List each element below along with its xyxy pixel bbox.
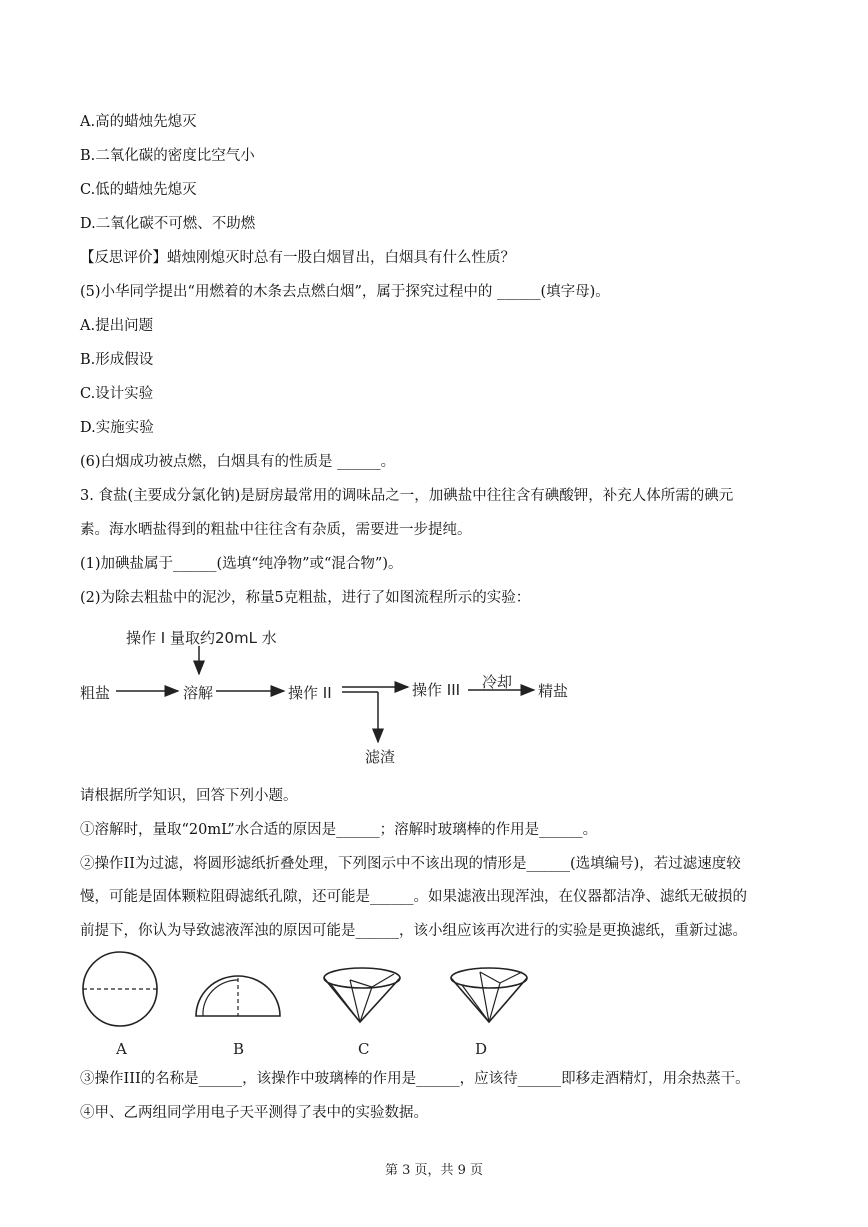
filter-paper-figures bbox=[0, 950, 868, 1030]
instruction-text: 请根据所学知识，回答下列小题。 bbox=[80, 788, 298, 804]
flow-dissolve: 溶解 bbox=[183, 684, 214, 702]
figure-label-a: A bbox=[116, 1040, 127, 1058]
flow-crude-salt: 粗盐 bbox=[80, 684, 111, 702]
subquestion-2-line1: ②操作II为过滤，将圆形滤纸折叠处理，下列图示中不该出现的情形是______(选填编号)，若过滤速度较 bbox=[80, 856, 741, 872]
question-3-intro-line1: 3. 食盐(主要成分氯化钠)是厨房最常用的调味品之一，加碘盐中往往含有碘酸钾，补充人体所需的碘元 bbox=[80, 488, 734, 504]
question-3-2-text: (2)为除去粗盐中的泥沙，称量5克粗盐，进行了如图流程所示的实验： bbox=[80, 590, 531, 606]
flow-cool: 冷却 bbox=[482, 673, 513, 691]
flow-fine-salt: 精盐 bbox=[538, 682, 569, 700]
subquestion-1-text: ①溶解时，量取“20mL”水合适的原因是______；溶解时玻璃棒的作用是______。 bbox=[80, 822, 598, 838]
figure-label-c: C bbox=[358, 1040, 370, 1058]
flow-op2: 操作 II bbox=[288, 684, 332, 702]
flow-op3: 操作 III bbox=[412, 681, 461, 699]
figure-b-semicircle bbox=[196, 976, 280, 1016]
option-c-text: C.低的蜡烛先熄灭 bbox=[80, 182, 197, 198]
question-5-text: (5)小华同学提出“用燃着的木条去点燃白烟”，属于探究过程中的 ______(填字母)。 bbox=[80, 284, 610, 300]
flow-op1-label: 操作 I 量取约20mL 水 bbox=[126, 629, 277, 647]
figure-a-circle bbox=[83, 952, 157, 1026]
q5-option-d: D.实施实验 bbox=[80, 420, 154, 436]
figure-label-d: D bbox=[475, 1040, 488, 1058]
q5-option-c: C.设计实验 bbox=[80, 386, 154, 402]
question-3-1-text: (1)加碘盐属于______(选填“纯净物”或“混合物”)。 bbox=[80, 556, 403, 572]
page-footer: 第 3 页，共 9 页 bbox=[384, 1163, 484, 1178]
question-6-text: (6)白烟成功被点燃，白烟具有的性质是 ______。 bbox=[80, 454, 396, 470]
option-a-text: A.高的蜡烛先熄灭 bbox=[80, 114, 197, 130]
figure-d-cone bbox=[451, 968, 527, 1022]
figure-label-b: B bbox=[233, 1040, 245, 1058]
subquestion-2-line3: 前提下，你认为导致滤液浑浊的原因可能是______，该小组应该再次进行的实验是更换滤纸，重新过滤。 bbox=[80, 923, 747, 939]
subquestion-3-text: ③操作III的名称是______，该操作中玻璃棒的作用是______，应该待______即移走酒精灯，用余热蒸干。 bbox=[80, 1071, 750, 1087]
figure-c-cone bbox=[324, 968, 400, 1022]
subquestion-2-line2: 慢，可能是固体颗粒阻碍滤纸孔隙，还可能是______。如果滤液出现浑浊，在仪器都洁净、滤纸无破损的 bbox=[80, 889, 747, 905]
q5-option-a: A.提出问题 bbox=[80, 318, 154, 334]
option-b-text: B.二氧化碳的密度比空气小 bbox=[80, 148, 255, 164]
option-d-text: D.二氧化碳不可燃、不助燃 bbox=[80, 216, 256, 232]
subquestion-4-text: ④甲、乙两组同学用电子天平测得了表中的实验数据。 bbox=[80, 1105, 428, 1121]
reflection-text: 【反思评价】蜡烛刚熄灭时总有一股白烟冒出，白烟具有什么性质？ bbox=[80, 250, 515, 266]
flow-residue: 滤渣 bbox=[365, 748, 396, 766]
q5-option-b: B.形成假设 bbox=[80, 352, 154, 368]
question-3-intro-line2: 素。海水晒盐得到的粗盐中往往含有杂质，需要进一步提纯。 bbox=[80, 522, 472, 538]
